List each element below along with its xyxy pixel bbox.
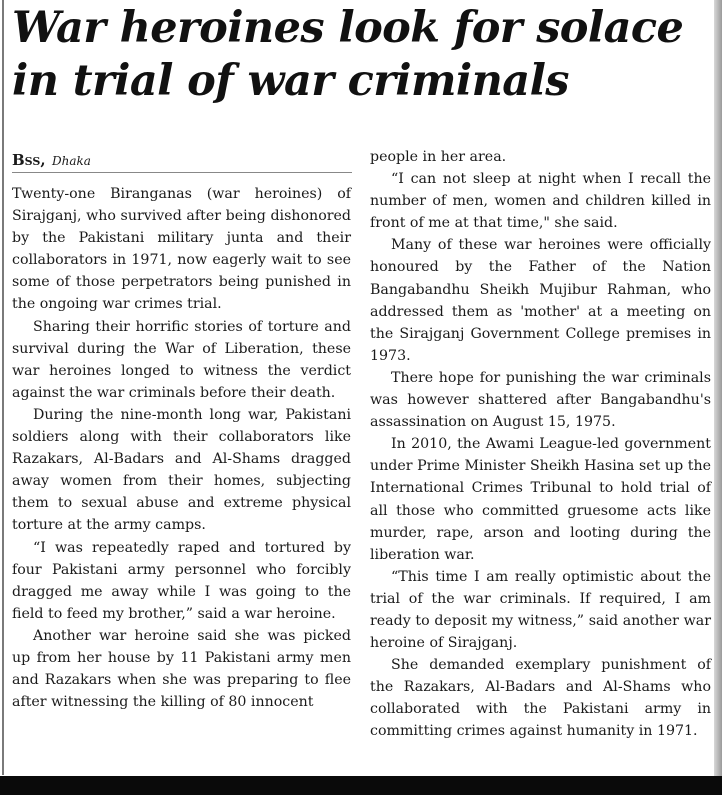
headline-line-2: in trial of war criminals <box>12 56 569 106</box>
article-column-left <box>12 183 351 713</box>
paragraph: “I can not sleep at night when I recall the number of men, women and children killed in front of me at that time," she said. <box>370 171 711 232</box>
paragraph: “This time I am really optimistic about the trial of the war criminals. If required, I am ready to deposit my witness,” said another war heroine of Sirajganj. <box>370 568 711 652</box>
paragraph: Many of these war heroines were officially honoured by the Father of the Nation Bangabandhu Sheikh Mujibur Rahman, who addressed them as 'mother' at a meeting on the Sirajganj Government College premises in 1973. <box>370 237 711 364</box>
page-edge-rule <box>2 0 4 775</box>
bottom-black-bar <box>0 776 722 795</box>
byline <box>12 150 352 173</box>
paragraph: She demanded exemplary punishment of the Razakars, Al-Badars and Al-Shams who collaborated with the Pakistani army in committing crimes against humanity in 1971. <box>370 657 711 740</box>
paragraph: During the nine-month long war, Pakistani soldiers along with their collaborators like Razakars, Al-Badars and Al-Shams dragged away women from their homes, subjecting them to sexual abuse and extreme physical torture at the army camps. <box>12 406 351 534</box>
paragraph: Twenty-one Biranganas (war heroines) of Sirajganj, who survived after being dishonored by the Pakistani military junta and their collaborators in 1971, now eagerly wait to see some of those perpetrators being punished in the ongoing war crimes trial. <box>12 186 351 313</box>
headline-line-1: War heroines look for solace <box>12 3 684 53</box>
article-headline <box>12 2 712 108</box>
page-edge-shadow <box>714 0 722 795</box>
article-column-right <box>370 146 711 743</box>
paragraph: In 2010, the Awami League-led government under Prime Minister Sheikh Hasina set up the International Crimes Tribunal to hold trial of all those who committed gruesome acts like murder, rape, arson and looting during the liberation war. <box>370 436 711 563</box>
paragraph-continued: people in her area. <box>370 149 507 165</box>
byline-dateline: Dhaka <box>52 154 91 168</box>
byline-agency: Bss, <box>12 151 46 169</box>
paragraph: There hope for punishing the war criminals was however shattered after Bangabandhu's assassination on August 15, 1975. <box>370 369 711 431</box>
paragraph: Sharing their horrific stories of torture and survival during the War of Liberation, these war heroines longed to witness the verdict against the war criminals before their death. <box>12 318 351 401</box>
paragraph: Another war heroine said she was picked up from her house by 11 Pakistani army men and Razakars when she was preparing to flee after witnessing the killing of 80 innocent <box>12 627 351 711</box>
paragraph: “I was repeatedly raped and tortured by four Pakistani army personnel who forcibly dragged me away while I was going to the field to feed my brother,” said a war heroine. <box>12 539 351 622</box>
